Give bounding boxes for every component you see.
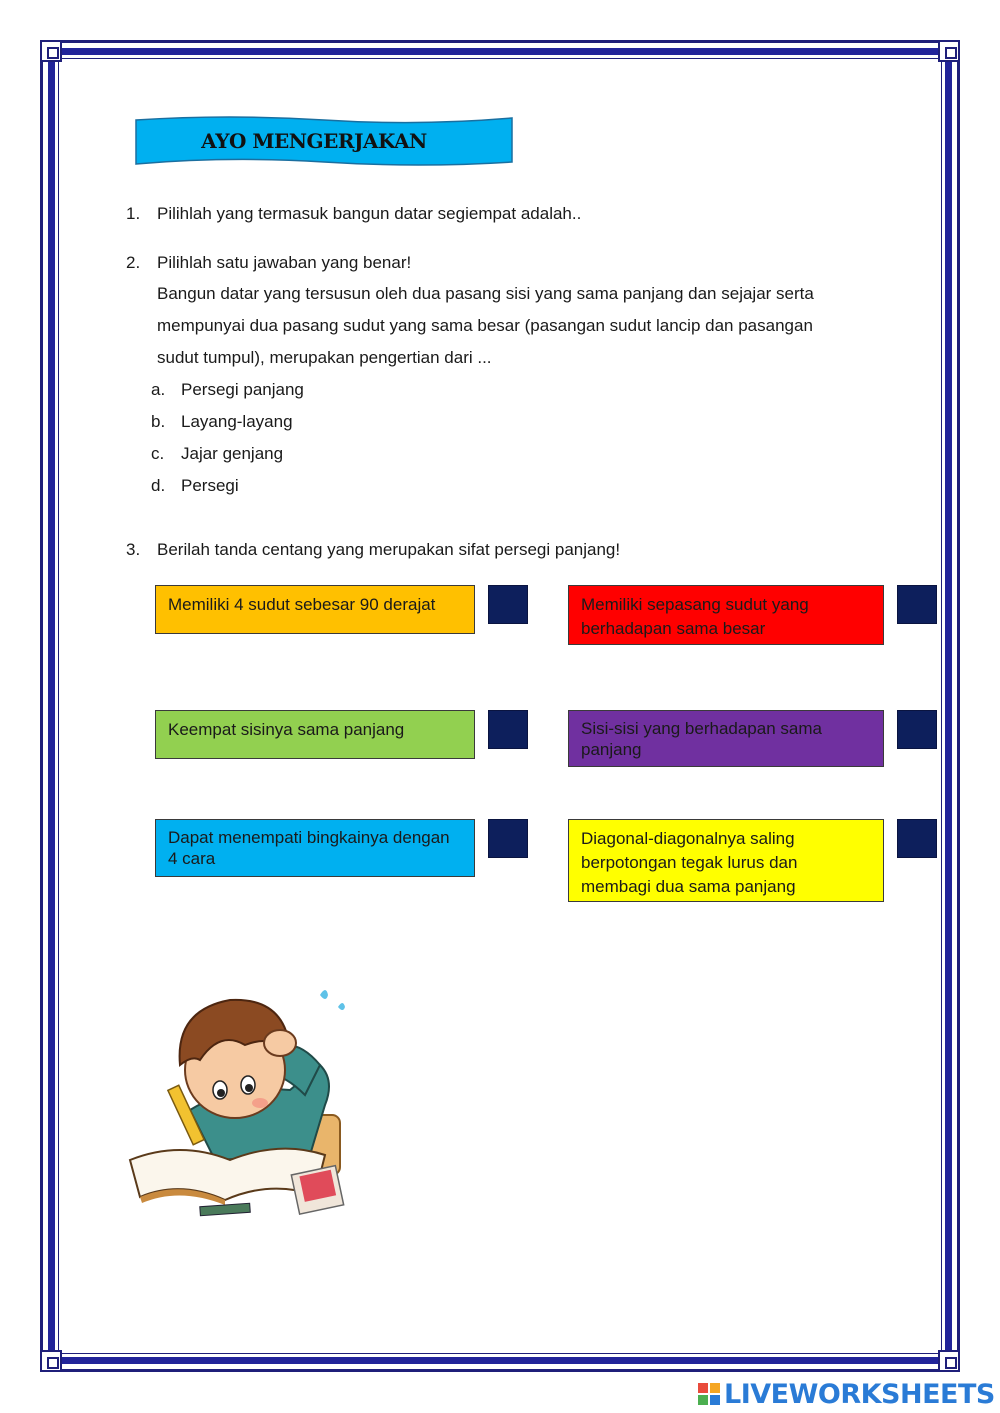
- title-banner: [134, 114, 514, 168]
- statement-card: [155, 710, 475, 759]
- option-d[interactable]: Persegi: [181, 476, 239, 495]
- statement-checkbox[interactable]: [488, 710, 528, 749]
- question-2-text: Pilihlah satu jawaban yang benar!: [157, 253, 412, 272]
- statement-card: [568, 710, 884, 767]
- option-c[interactable]: Jajar genjang: [181, 444, 284, 463]
- frame-corner-top-left: [40, 40, 62, 62]
- statement-text: Memiliki 4 sudut sebesar 90 derajat: [168, 595, 436, 614]
- question-2-line-1: Bangun datar yang tersusun oleh dua pasang sisi yang sama panjang dan sejajar serta: [157, 284, 814, 303]
- statement-card: [568, 819, 884, 902]
- student-drawing: [120, 965, 370, 1240]
- question-1-text: Pilihlah yang termasuk bangun datar segiempat adalah..: [157, 204, 582, 223]
- question-2-line-3: sudut tumpul), merupakan pengertian dari ...: [157, 348, 492, 367]
- question-3-text: Berilah tanda centang yang merupakan sifat persegi panjang!: [157, 540, 621, 559]
- liveworksheets-logo-icon: [698, 1383, 720, 1405]
- statement-text: Memiliki sepasang sudut yang berhadapan sama besar: [581, 595, 809, 638]
- statement-card: [155, 585, 475, 634]
- statement-text: Sisi-sisi yang berhadapan sama panjang: [581, 719, 822, 759]
- page-title: AYO MENGERJAKAN: [201, 129, 427, 153]
- frame-corner-bottom-right: [938, 1350, 960, 1372]
- option-b-letter: b.: [151, 412, 166, 431]
- statement-checkbox[interactable]: [897, 710, 937, 749]
- option-a[interactable]: Persegi panjang: [181, 380, 304, 399]
- statement-checkbox[interactable]: [488, 819, 528, 858]
- question-3-number: 3.: [126, 540, 141, 559]
- statement-text: Dapat menempati bingkainya dengan 4 cara: [168, 828, 450, 868]
- statement-card: [155, 819, 475, 877]
- option-a-letter: a.: [151, 380, 166, 399]
- question-2-line-2: mempunyai dua pasang sudut yang sama besar (pasangan sudut lancip dan pasangan: [157, 316, 813, 335]
- question-2-number: 2.: [126, 253, 141, 272]
- option-c-letter: c.: [151, 444, 165, 463]
- statement-text: Keempat sisinya sama panjang: [168, 720, 405, 739]
- statement-card: [568, 585, 884, 645]
- frame-corner-bottom-left: [40, 1350, 62, 1372]
- statement-checkbox[interactable]: [897, 819, 937, 858]
- statement-checkbox[interactable]: [488, 585, 528, 624]
- statement-checkbox[interactable]: [897, 585, 937, 624]
- statement-text: Diagonal-diagonalnya saling berpotongan tegak lurus dan membagi dua sama panjang: [581, 829, 798, 896]
- brand-name: LIVEWORKSHEETS: [724, 1378, 995, 1410]
- option-b[interactable]: Layang-layang: [181, 412, 293, 431]
- frame-corner-top-right: [938, 40, 960, 62]
- student-illustration: [120, 965, 370, 1240]
- option-d-letter: d.: [151, 476, 166, 495]
- question-1-number: 1.: [126, 204, 141, 223]
- liveworksheets-brand: [698, 1378, 995, 1410]
